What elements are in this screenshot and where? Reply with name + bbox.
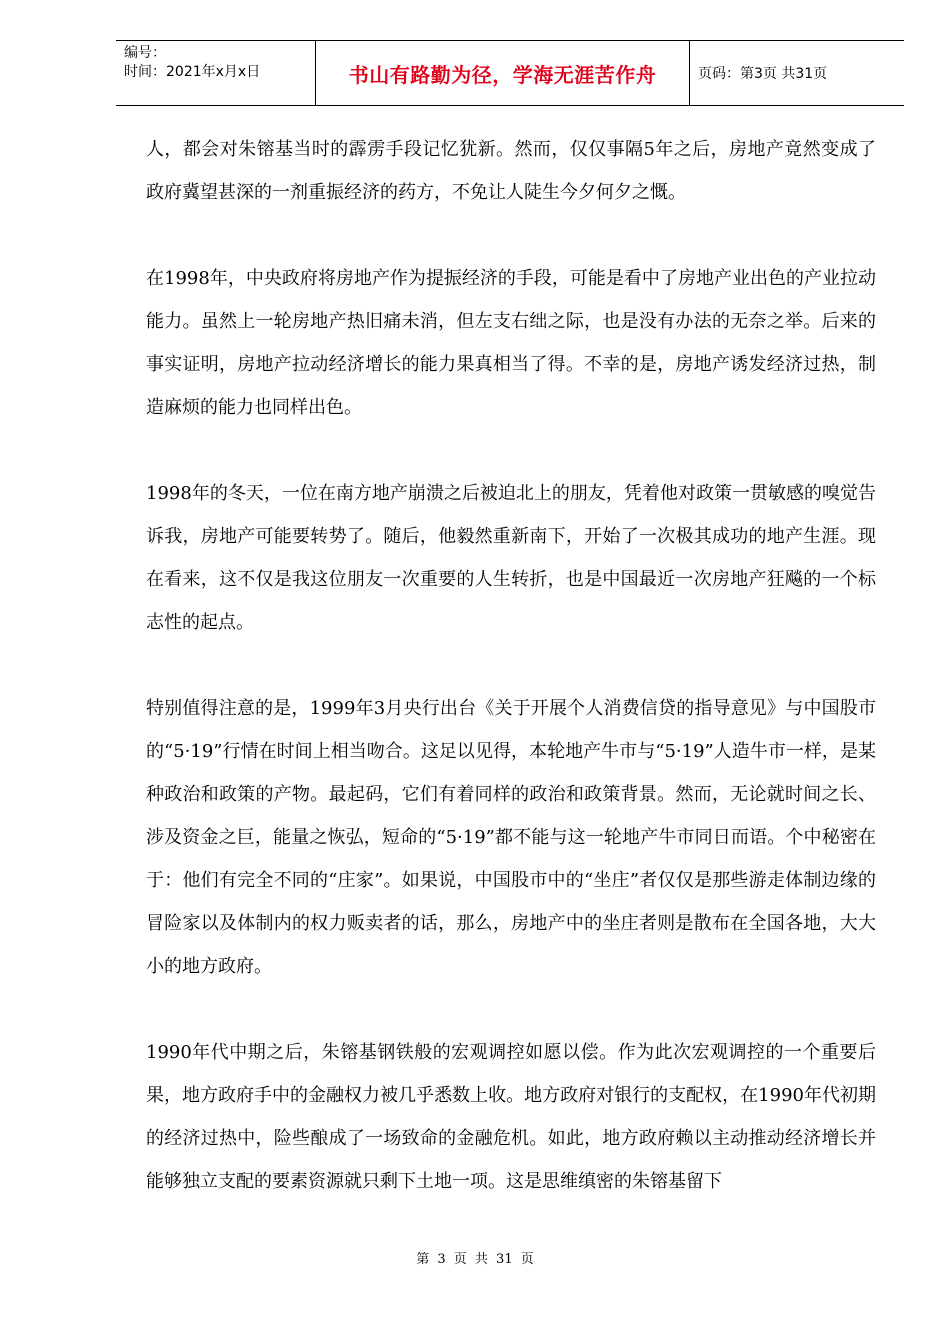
body-paragraph: 特别值得注意的是，1999年3月央行出台《关于开展个人消费信贷的指导意见》与中国股市的“5·19”行情在时间上相当吻合。这足以见得，本轮地产牛市与“5·19”人造牛市一样，是某种政治和政策的产物。最起码，它们有着同样的政治和政策背景。然而，无论就时间之长、涉及资金之巨，能量之恢弘，短命的“5·19”都不能与这一轮地产牛市同日而语。个中秘密在于：他们有完全不同的“庄家”。如果说，中国股市中的“坐庄”者仅仅是那些游走体制边缘的冒险家以及体制内的权力贩卖者的话，那么，房地产中的坐庄者则是散布在全国各地，大大小的地方政府。 — [146, 698, 876, 977]
document-body — [146, 128, 876, 1246]
header-page-number: 页码：第3页 共31页 — [698, 66, 828, 82]
document-number-label: 编号： — [124, 45, 166, 61]
header-motto: 书山有路勤为径，学海无涯苦作舟 — [316, 41, 690, 105]
body-paragraph: 1990年代中期之后，朱镕基钢铁般的宏观调控如愿以偿。作为此次宏观调控的一个重要后果，地方政府手中的金融权力被几乎悉数上收。地方政府对银行的支配权，在1990年代初期的经济过热中，险些酿成了一场致命的金融危机。如此，地方政府赖以主动推动经济增长并能够独立支配的要素资源就只剩下土地一项。这是思维缜密的朱镕基留下 — [146, 1042, 876, 1192]
document-time-label: 时间：2021年x月x日 — [124, 64, 261, 80]
body-paragraph: 在1998年，中央政府将房地产作为提振经济的手段，可能是看中了房地产业出色的产业拉动能力。虽然上一轮房地产热旧痛未消，但左支右绌之际，也是没有办法的无奈之举。后来的事实证明，房地产拉动经济增长的能力果真相当了得。不幸的是，房地产诱发经济过热，制造麻烦的能力也同样出色。 — [146, 268, 876, 418]
body-paragraph: 人，都会对朱镕基当时的霹雳手段记忆犹新。然而，仅仅事隔5年之后，房地产竟然变成了政府冀望甚深的一剂重振经济的药方，不免让人陡生今夕何夕之慨。 — [146, 139, 876, 203]
document-header — [116, 40, 904, 106]
header-meta — [116, 41, 316, 105]
page-footer: 第 3 页 共 31 页 — [416, 1252, 534, 1267]
body-paragraph: 1998年的冬天，一位在南方地产崩溃之后被迫北上的朋友，凭着他对政策一贯敏感的嗅觉告诉我，房地产可能要转势了。随后，他毅然重新南下，开始了一次极其成功的地产生涯。现在看来，这不仅是我这位朋友一次重要的人生转折，也是中国最近一次房地产狂飚的一个标志性的起点。 — [146, 483, 876, 633]
